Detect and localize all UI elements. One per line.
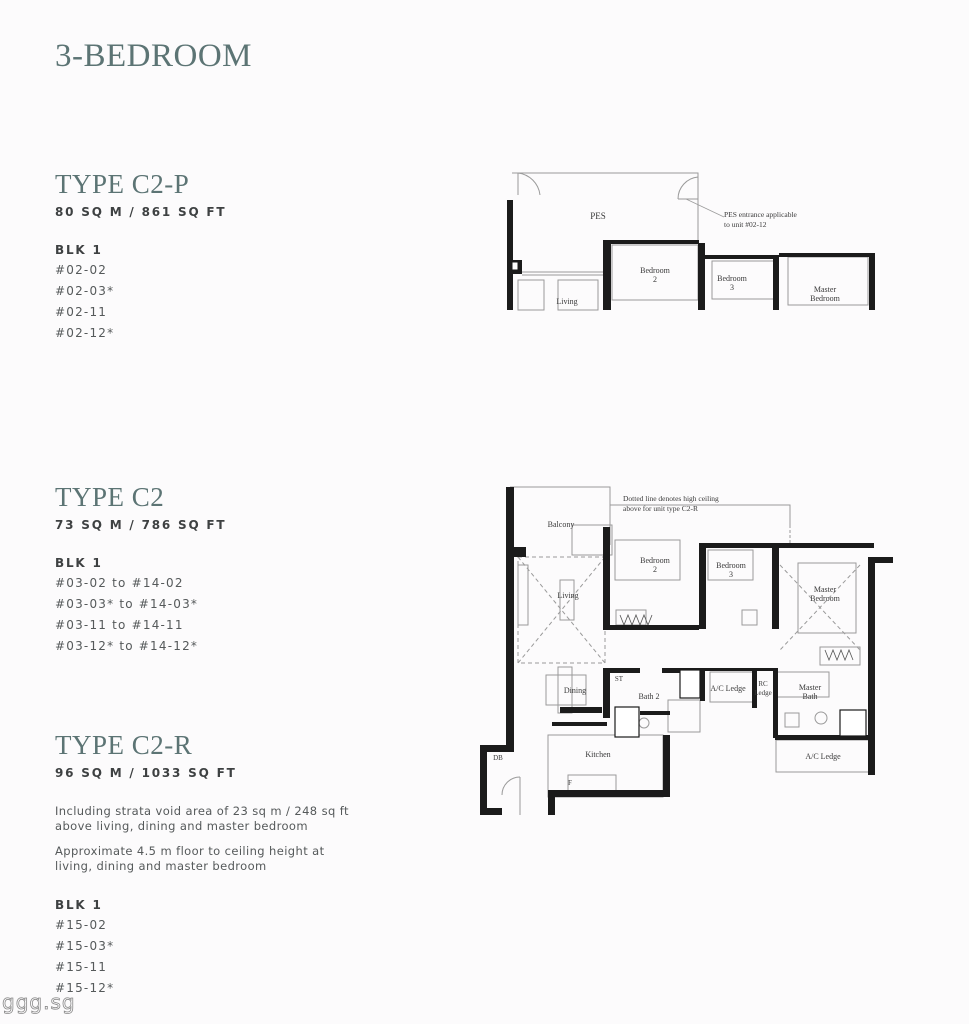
room-label: ST (614, 675, 624, 683)
unit-area: 96 SQ M / 1033 SQ FT (55, 766, 237, 780)
room-label: A/C Ledge (710, 684, 746, 693)
block-label: BLK 1 (55, 556, 103, 570)
unit-number: #03-12* to #14-12* (55, 639, 199, 653)
room-label: Bedroom (717, 274, 747, 283)
room-label: 3 (730, 283, 734, 292)
unit-number: #03-03* to #14-03* (55, 597, 199, 611)
room-label: A/C Ledge (805, 752, 841, 761)
room-label: RC (758, 680, 768, 688)
room-label: Master (798, 683, 822, 692)
unit-number-list (55, 573, 226, 657)
unit-note: Including strata void area of 23 sq m / 248 sq ft above living, dining and master bedroom (55, 804, 349, 833)
room-label: Dining (563, 686, 587, 695)
room-label: Master (813, 285, 837, 294)
room-label: Bath (802, 692, 818, 701)
unit-number: #02-12* (55, 326, 115, 340)
unit-number: #02-11 (55, 305, 108, 319)
floor-plan-c2p (500, 165, 885, 315)
room-label: Ledge (754, 689, 772, 697)
room-label: Bath 2 (638, 692, 660, 701)
unit-number: #03-02 to #14-02 (55, 576, 184, 590)
room-label: Balcony (547, 520, 575, 529)
watermark: ggg.sg (2, 990, 76, 1014)
room-label: Bedroom (810, 594, 840, 603)
room-label: Bedroom (640, 556, 670, 565)
unit-number: #02-02 (55, 263, 108, 277)
unit-number: #03-11 to #14-11 (55, 618, 184, 632)
unit-type-c2p (55, 171, 226, 344)
unit-number: #15-03* (55, 939, 115, 953)
unit-note: Approximate 4.5 m floor to ceiling height at living, dining and master bedroom (55, 844, 325, 873)
room-label: DB (493, 754, 503, 762)
block-label: BLK 1 (55, 243, 103, 257)
unit-number: #15-12* (55, 981, 115, 995)
room-label: Master (813, 585, 837, 594)
room-label: Bedroom (640, 266, 670, 275)
unit-number: #02-03* (55, 284, 115, 298)
room-label: Living (556, 297, 578, 306)
plan-note: Dotted line denotes high ceiling (623, 494, 719, 503)
unit-number-list (55, 915, 355, 999)
room-label: 2 (653, 565, 657, 574)
unit-type-c2 (55, 484, 226, 657)
room-label: Living (557, 591, 579, 600)
unit-type-c2r (55, 732, 355, 999)
pes-label: PES (590, 211, 606, 221)
room-label: Kitchen (585, 750, 611, 759)
unit-area: 80 SQ M / 861 SQ FT (55, 205, 227, 219)
unit-area: 73 SQ M / 786 SQ FT (55, 518, 227, 532)
page-title: 3-BEDROOM (55, 38, 253, 74)
room-label: 3 (729, 570, 733, 579)
pes-note: PES entrance applicable (724, 210, 797, 219)
plan-note: above for unit type C2-R (623, 504, 698, 513)
unit-type-title: TYPE C2 (55, 482, 165, 512)
pes-note: to unit #02-12 (724, 220, 767, 229)
unit-number: #15-02 (55, 918, 108, 932)
room-label: Bedroom (716, 561, 746, 570)
unit-type-title: TYPE C2-R (55, 730, 193, 760)
unit-number-list (55, 260, 226, 344)
room-label: 2 (653, 275, 657, 284)
floor-plan-c2 (480, 485, 895, 820)
unit-type-title: TYPE C2-P (55, 169, 190, 199)
room-label: F (568, 779, 572, 787)
block-label: BLK 1 (55, 898, 103, 912)
room-label: Bedroom (810, 294, 840, 303)
unit-number: #15-11 (55, 960, 108, 974)
